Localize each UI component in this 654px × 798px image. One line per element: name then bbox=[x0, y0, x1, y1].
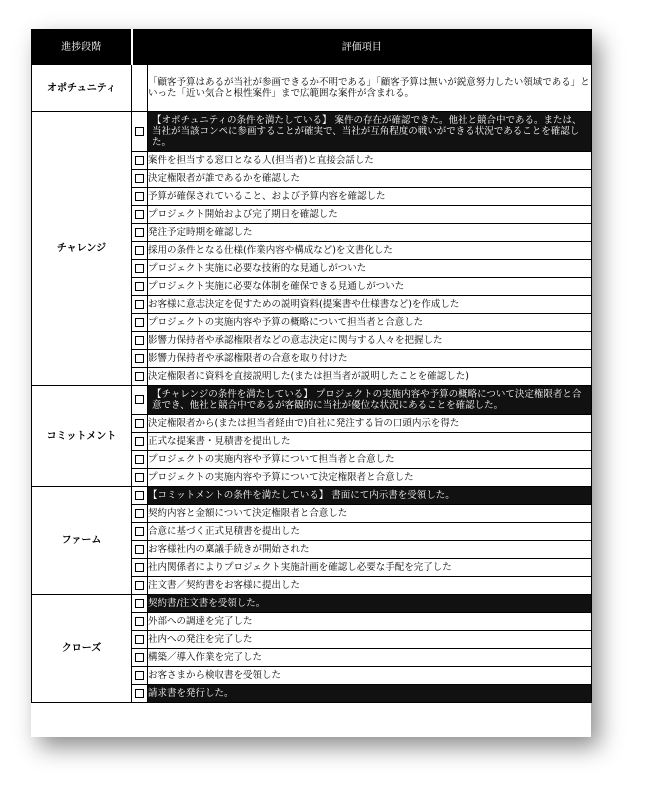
header-items: 評価項目 bbox=[132, 30, 592, 65]
checkbox-cell[interactable] bbox=[132, 415, 148, 433]
checkbox-cell[interactable] bbox=[132, 224, 148, 242]
checkbox-cell[interactable] bbox=[132, 188, 148, 206]
evaluation-table bbox=[31, 29, 592, 703]
checkbox-icon[interactable] bbox=[135, 455, 144, 464]
checkbox-cell[interactable] bbox=[132, 541, 148, 559]
checkbox-icon[interactable] bbox=[135, 545, 144, 554]
checkbox-icon[interactable] bbox=[135, 491, 144, 500]
checklist-item: 影響力保持者や承認権限者の合意を取り付けた bbox=[148, 350, 592, 368]
checkbox-icon[interactable] bbox=[135, 174, 144, 183]
checklist-item: 決定権限者から(または担当者経由で)自社に発注する旨の口頭内示を得た bbox=[148, 415, 592, 433]
checkbox-cell[interactable] bbox=[132, 170, 148, 188]
checkbox-icon[interactable] bbox=[135, 527, 144, 536]
checklist-item: お客さまから検収書を受領した bbox=[148, 667, 592, 685]
checklist-item: 予算が確保されていること、および予算内容を確認した bbox=[148, 188, 592, 206]
evaluation-sheet bbox=[31, 29, 591, 737]
checkbox-icon[interactable] bbox=[135, 617, 144, 626]
checklist-row bbox=[32, 386, 592, 415]
table-body bbox=[32, 65, 592, 703]
checklist-item: 注文書／契約書をお客様に提出した bbox=[148, 577, 592, 595]
checkbox-icon[interactable] bbox=[135, 300, 144, 309]
checkbox-cell[interactable] bbox=[132, 505, 148, 523]
checkbox-icon[interactable] bbox=[135, 581, 144, 590]
checkbox-icon[interactable] bbox=[135, 228, 144, 237]
checkbox-icon[interactable] bbox=[135, 246, 144, 255]
empty-checkbox-cell bbox=[132, 65, 148, 112]
checklist-item: 正式な提案書・見積書を提出した bbox=[148, 433, 592, 451]
checklist-item: 構築／導入作業を完了した bbox=[148, 649, 592, 667]
checklist-item: お客様に意志決定を促すための説明資料(提案書や仕様書など)を作成した bbox=[148, 296, 592, 314]
checkbox-icon[interactable] bbox=[135, 473, 144, 482]
checkbox-cell[interactable] bbox=[132, 206, 148, 224]
checkbox-cell[interactable] bbox=[132, 260, 148, 278]
checkbox-icon[interactable] bbox=[135, 354, 144, 363]
stage-label: チャレンジ bbox=[32, 112, 132, 386]
checklist-item: 社内関係者によりプロジェクト実施計画を確認し必要な手配を完了した bbox=[148, 559, 592, 577]
stage-label: オポチュニティ bbox=[32, 65, 132, 112]
checkbox-icon[interactable] bbox=[135, 419, 144, 428]
checkbox-icon[interactable] bbox=[135, 599, 144, 608]
checkbox-icon[interactable] bbox=[135, 156, 144, 165]
condition-summary: 請求書を発行した。 bbox=[148, 685, 592, 703]
condition-summary: 【チャレンジの条件を満たしている】 プロジェクトの実施内容や予算の概略について決定権限者と合意でき、他社と競合中であるが客観的に当社が優位な状況にあることを確認した。 bbox=[148, 386, 592, 415]
header-stage: 進捗段階 bbox=[32, 30, 132, 65]
checklist-item: プロジェクト実施に必要な技術的な見通しがついた bbox=[148, 260, 592, 278]
checkbox-cell[interactable] bbox=[132, 152, 148, 170]
checkbox-icon[interactable] bbox=[135, 689, 144, 698]
checkbox-cell[interactable] bbox=[132, 278, 148, 296]
checkbox-cell[interactable] bbox=[132, 350, 148, 368]
condition-summary: 契約書/注文書を受領した。 bbox=[148, 595, 592, 613]
checkbox-icon[interactable] bbox=[135, 653, 144, 662]
checklist-item: 外部への調達を完了した bbox=[148, 613, 592, 631]
stage-label: コミットメント bbox=[32, 386, 132, 487]
checklist-item: プロジェクト実施に必要な体制を確保できる見通しがついた bbox=[148, 278, 592, 296]
checklist-item: 採用の条件となる仕様(作業内容や構成など)を文書化した bbox=[148, 242, 592, 260]
checkbox-icon[interactable] bbox=[135, 509, 144, 518]
stage-label: クローズ bbox=[32, 595, 132, 703]
stage-label: ファーム bbox=[32, 487, 132, 595]
checkbox-cell[interactable] bbox=[132, 296, 148, 314]
checkbox-cell[interactable] bbox=[132, 242, 148, 260]
checkbox-icon[interactable] bbox=[135, 127, 144, 136]
checkbox-cell[interactable] bbox=[132, 487, 148, 505]
checklist-item: プロジェクトの実施内容や予算について担当者と合意した bbox=[148, 451, 592, 469]
checkbox-icon[interactable] bbox=[135, 563, 144, 572]
checkbox-cell[interactable] bbox=[132, 332, 148, 350]
checklist-item: プロジェクトの実施内容や予算の概略について担当者と合意した bbox=[148, 314, 592, 332]
checkbox-icon[interactable] bbox=[135, 437, 144, 446]
checkbox-cell[interactable] bbox=[132, 667, 148, 685]
checklist-item: お客様社内の稟議手続きが開始された bbox=[148, 541, 592, 559]
checkbox-cell[interactable] bbox=[132, 631, 148, 649]
checkbox-icon[interactable] bbox=[135, 395, 144, 404]
stage-row bbox=[32, 65, 592, 112]
checklist-row bbox=[32, 112, 592, 152]
checkbox-cell[interactable] bbox=[132, 314, 148, 332]
checkbox-icon[interactable] bbox=[135, 336, 144, 345]
checklist-item: 案件を担当する窓口となる人(担当者)と直接会話した bbox=[148, 152, 592, 170]
checklist-item: 決定権限者に資料を直接説明した(または担当者が説明したことを確認した) bbox=[148, 368, 592, 386]
checkbox-cell[interactable] bbox=[132, 368, 148, 386]
checklist-item: 契約内容と金額について決定権限者と合意した bbox=[148, 505, 592, 523]
checkbox-cell[interactable] bbox=[132, 613, 148, 631]
checkbox-cell[interactable] bbox=[132, 577, 148, 595]
condition-summary: 【オポチュニティの条件を満たしている】 案件の存在が確認できた。他社と競合中である。または、当社が当該コンペに参画することが確実で、当社が互角程度の戦いができる状況であることを確認した。 bbox=[148, 112, 592, 152]
checkbox-icon[interactable] bbox=[135, 192, 144, 201]
checkbox-icon[interactable] bbox=[135, 671, 144, 680]
checkbox-cell[interactable] bbox=[132, 451, 148, 469]
checklist-item: プロジェクト開始および完了期日を確認した bbox=[148, 206, 592, 224]
table-header-row bbox=[32, 30, 592, 65]
checkbox-icon[interactable] bbox=[135, 318, 144, 327]
checkbox-cell[interactable] bbox=[132, 112, 148, 152]
checkbox-icon[interactable] bbox=[135, 635, 144, 644]
checklist-item: 合意に基づく正式見積書を提出した bbox=[148, 523, 592, 541]
checklist-item: 社内への発注を完了した bbox=[148, 631, 592, 649]
checkbox-cell[interactable] bbox=[132, 649, 148, 667]
checklist-item: プロジェクトの実施内容や予算について決定権限者と合意した bbox=[148, 469, 592, 487]
checkbox-cell[interactable] bbox=[132, 595, 148, 613]
checklist-item: 決定権限者が誰であるかを確認した bbox=[148, 170, 592, 188]
checkbox-icon[interactable] bbox=[135, 210, 144, 219]
checklist-row bbox=[32, 487, 592, 505]
condition-summary: 【コミットメントの条件を満たしている】 書面にて内示書を受領した。 bbox=[148, 487, 592, 505]
checklist-row bbox=[32, 595, 592, 613]
stage-description: 「顧客予算はあるが当社が参画できるか不明である」「顧客予算は無いが鋭意努力したい領域である」といった「近い気合と根性案件」まで広範囲な案件が含まれる。 bbox=[148, 65, 592, 112]
checkbox-icon[interactable] bbox=[135, 372, 144, 381]
checklist-item: 影響力保持者や承認権限者などの意志決定に関与する人々を把握した bbox=[148, 332, 592, 350]
checkbox-cell[interactable] bbox=[132, 685, 148, 703]
checkbox-icon[interactable] bbox=[135, 264, 144, 273]
checklist-item: 発注予定時期を確認した bbox=[148, 224, 592, 242]
checkbox-icon[interactable] bbox=[135, 282, 144, 291]
checkbox-cell[interactable] bbox=[132, 559, 148, 577]
checkbox-cell[interactable] bbox=[132, 469, 148, 487]
checkbox-cell[interactable] bbox=[132, 523, 148, 541]
checkbox-cell[interactable] bbox=[132, 433, 148, 451]
checkbox-cell[interactable] bbox=[132, 386, 148, 415]
